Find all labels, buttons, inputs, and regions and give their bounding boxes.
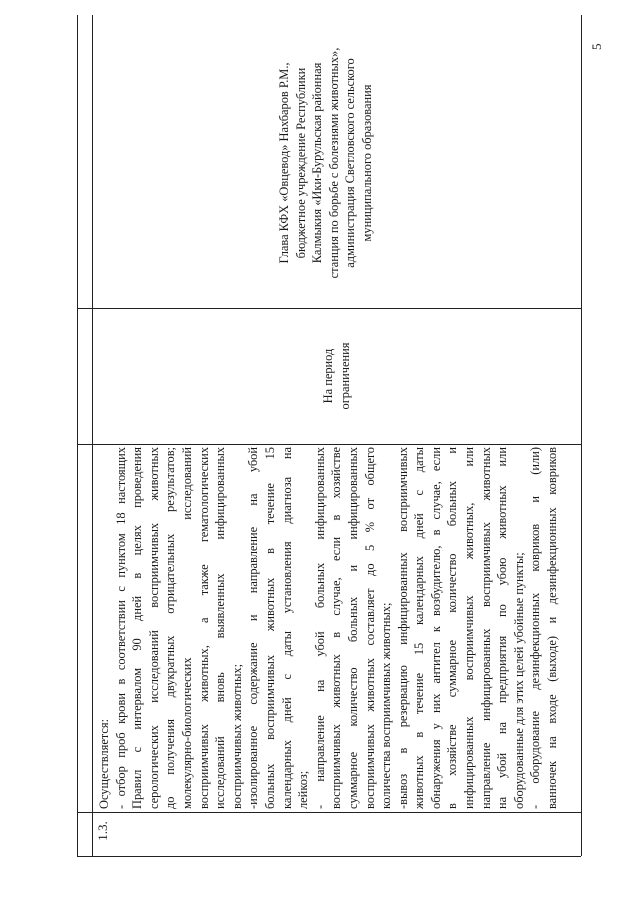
measure-line: - направление на убой больных инфицированных [312,447,327,809]
measure-cell [96,447,561,809]
page-number: 5 [589,43,604,50]
table-right-border [581,15,582,856]
column-separator [77,856,581,857]
measure-line: - отбор проб крови в соответствии с пунктом 18 настоящих [113,447,128,809]
measure-line: оборудованные для этих целей убойные пункты; [511,552,526,809]
measure-line: количества восприимчивых животных; [379,602,394,809]
measure-line: Правил с интервалом 90 дней в целях проведения [130,447,145,809]
column-separator [92,15,93,856]
measure-line: больных восприимчивых животных в течение 15 [262,447,277,809]
responsible-line: администрация Светловского сельского [343,58,358,268]
measure-line: Осуществляется: [97,718,111,809]
responsible-line: станция по борьбе с болезнями животных», [326,47,341,279]
measure-line: лейкоз; [296,770,311,809]
measure-line: до получения двукратных отрицательных результатов; [163,447,178,809]
measure-line: -вывоз в резервацию инфицированных восприимчивых [395,447,410,809]
column-separator [77,444,581,445]
measure-line: животных в течение 15 календарных дней с даты [412,447,427,809]
measure-line: серологических исследований восприимчивых животных [146,447,161,809]
measure-line: восприимчивых животных; [229,663,244,809]
measure-line: обнаружения у них антител к возбудителю, в случае, если [428,447,443,809]
responsible-line: Калмыкия «Ики-Бурульская районная [310,62,325,264]
measure-line: -изолированное содержание и направление на убой [246,447,261,809]
period-line: ограничения [337,342,352,410]
column-separator [77,308,581,309]
measure-line: молекулярно-биологических исследований [179,447,194,809]
period-line: На период [321,348,335,404]
responsible-line: Глава КФХ «Овцевод» Нахбаров Р.М., [277,62,291,264]
responsible-cell [276,23,376,303]
measure-line: на убой на предприятия по убою животных или [495,447,510,809]
measure-line: календарных дней с даты установления диагноза на [279,447,294,809]
measure-line: исследований вновь выявленных инфицированных [213,447,228,809]
measure-line: инфицированных восприимчивых животных, или [462,447,477,809]
responsible-line: бюджетное учреждение Республики [293,67,308,259]
measure-line: - оборудование дезинфекционных ковриков и (или) [528,447,543,809]
responsible-line: муниципального образования [359,84,374,242]
measure-line: ванночек на входе (выходе) и дезинфекционных ковриков [545,447,560,809]
table-left-border [77,15,78,856]
measure-line: суммарное количество больных и инфицированных [345,447,360,809]
measure-line: восприимчивых животных в случае, если в хозяйстве [329,447,344,809]
measure-line: в хозяйстве суммарное количество больных и [445,447,460,809]
column-separator [77,812,581,813]
period-cell [320,312,353,440]
row-number: 1.3. [95,821,110,841]
measure-line: восприимчивых животных составляет до 5 % от общего [362,447,377,809]
measure-line: восприимчивых животных, а также гематологических [196,447,211,809]
measure-line: направление инфицированных восприимчивых животных [478,447,493,809]
